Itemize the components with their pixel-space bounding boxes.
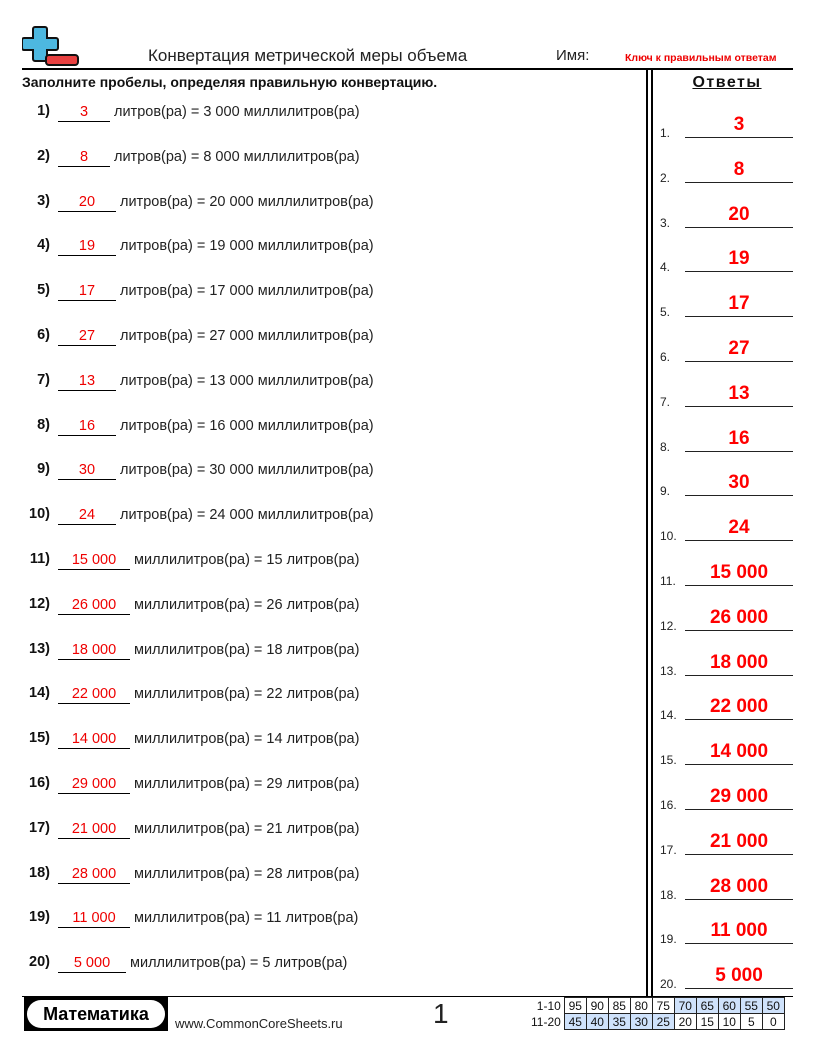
answer-key-number: 16. [660,798,677,812]
answer-key-line [685,809,793,810]
question-row [0,372,640,396]
answer-key-value: 26 000 [709,606,769,628]
name-label: Имя: [556,47,590,64]
question-row [0,909,640,933]
score-cell: 55 [740,998,762,1014]
question-row [0,551,640,575]
answer-blank[interactable]: 22 000 [58,685,130,704]
score-cell: 30 [630,1014,652,1030]
question-text: литров(ра) = 3 000 миллилитров(ра) [114,104,360,120]
instructions: Заполните пробелы, определяя правильную конвертацию. [22,74,438,90]
question-text: миллилитров(ра) = 15 литров(ра) [134,552,360,568]
answer-key-row [658,827,793,857]
answer-key-value: 8 [733,158,745,180]
answer-key-line [685,630,793,631]
answer-blank[interactable]: 3 [58,103,110,122]
question-number: 6) [37,327,50,343]
answer-column-divider [651,68,653,996]
answer-key-value: 14 000 [709,741,769,763]
answer-key-number: 3. [660,215,671,230]
answer-key-line [685,137,793,138]
question-text: литров(ра) = 27 000 миллилитров(ра) [120,328,374,344]
question-text: миллилитров(ра) = 18 литров(ра) [134,641,360,658]
question-number: 20) [29,954,50,971]
answer-key-row [658,289,793,319]
answer-key-value: 24 [728,517,750,539]
question-text: литров(ра) = 13 000 миллилитров(ра) [120,372,374,389]
answer-blank[interactable]: 26 000 [58,596,130,615]
answer-key-value: 22 000 [709,696,769,718]
answer-key-line [685,495,793,496]
question-row [0,417,640,441]
header-divider [22,68,793,70]
answer-blank[interactable]: 13 [58,372,116,391]
question-text: миллилитров(ра) = 21 литров(ра) [134,820,360,837]
site-url: www.CommonCoreSheets.ru [175,1016,343,1031]
score-cell: 50 [762,998,784,1014]
answer-key-line [685,227,793,228]
answer-key-value: 29 000 [709,786,769,807]
answer-key-value: 11 000 [710,920,768,942]
answer-key-line [685,316,793,317]
score-cell: 85 [608,998,630,1014]
question-text: миллилитров(ра) = 14 литров(ра) [134,731,360,748]
answer-key-row [658,424,793,454]
score-cell: 15 [696,1014,718,1030]
answer-key-line [685,988,793,989]
question-text: литров(ра) = 24 000 миллилитров(ра) [120,507,374,524]
answer-key-line [685,406,793,407]
answer-key-row [658,155,793,185]
answer-key-number: 13. [660,663,677,678]
answer-blank[interactable]: 15 000 [58,551,130,570]
answer-key-value: 30 [728,472,750,494]
question-row [0,506,640,530]
question-text: миллилитров(ра) = 5 литров(ра) [130,955,348,972]
question-row [0,685,640,709]
question-row [0,641,640,665]
question-text: миллилитров(ра) = 29 литров(ра) [134,776,360,792]
score-cell: 20 [674,1014,696,1030]
score-range-label: 11-20 [531,1014,561,1029]
question-number: 5) [37,282,50,299]
answer-key-row [658,872,793,902]
question-number: 1) [37,103,50,119]
answer-blank[interactable]: 19 [58,237,116,256]
question-text: миллилитров(ра) = 22 литров(ра) [134,686,360,703]
question-row [0,282,640,306]
answer-blank[interactable]: 28 000 [58,865,130,884]
score-cell: 45 [564,1014,586,1030]
answer-key-value: 16 [728,427,750,449]
score-cell: 90 [586,998,608,1014]
answer-key-number: 10. [660,529,677,544]
answer-blank[interactable]: 20 [58,193,116,212]
answer-key-line [685,854,793,855]
score-cell: 70 [674,998,696,1014]
answer-key-number: 8. [660,439,671,454]
answer-blank[interactable]: 14 000 [58,730,130,749]
score-cell: 65 [696,998,718,1014]
question-number: 3) [37,192,50,209]
brand-logo [24,997,168,1031]
answer-blank[interactable]: 5 000 [58,954,126,973]
answer-key-value: 3 [733,114,745,135]
answer-key-row [658,200,793,230]
answer-key-number: 11. [660,574,676,588]
score-cell: 35 [608,1014,630,1030]
answer-key-line [685,361,793,362]
answer-key-value: 19 [728,248,750,270]
answer-key-value: 5 000 [715,965,763,987]
question-number: 11) [29,551,50,567]
worksheet-title: Конвертация метрической меры объема [148,46,468,65]
answer-key-number: 12. [660,618,677,633]
answer-key-number: 14. [660,708,677,723]
answer-key-value: 21 000 [709,830,769,852]
answer-key-line [685,764,793,765]
answer-key-line [685,271,793,272]
answer-key-value: 15 000 [709,562,769,583]
answer-key-value: 17 [728,293,750,315]
question-number: 14) [29,685,50,702]
answer-blank[interactable]: 8 [58,148,110,167]
question-number: 8) [37,416,50,433]
question-text: миллилитров(ра) = 28 литров(ра) [134,865,360,882]
question-row [0,327,640,351]
score-range-label: 1-10 [536,998,561,1013]
answer-key-row [658,961,793,991]
score-cell: 10 [718,1014,740,1030]
answer-key-row [658,916,793,946]
brand-label: Математика [27,1000,165,1028]
answer-key-row [658,737,793,767]
answer-key-line [685,719,793,720]
answers-title: Ответы [692,74,762,91]
score-cell: 80 [630,998,652,1014]
answer-key-number: 1. [660,126,671,140]
answer-key-line [685,451,793,452]
question-text: литров(ра) = 17 000 миллилитров(ра) [120,283,374,300]
answer-blank[interactable]: 27 [58,327,116,346]
name-value: Ключ к правильным ответам [625,52,777,64]
question-row [0,193,640,217]
answer-key-number: 20. [660,977,677,992]
question-number: 4) [37,237,50,254]
score-cell: 75 [652,998,674,1014]
score-cell: 60 [718,998,740,1014]
answer-blank[interactable]: 18 000 [58,641,130,660]
question-row [0,865,640,889]
question-row [0,730,640,754]
page-number: 1 [433,998,449,1029]
score-row [528,1014,784,1030]
question-text: литров(ра) = 30 000 миллилитров(ра) [120,462,374,479]
question-number: 2) [37,147,50,164]
answer-key-row [658,244,793,274]
question-row [0,596,640,620]
question-number: 10) [29,506,50,523]
question-row [0,461,640,485]
question-number: 12) [29,595,50,612]
question-text: литров(ра) = 19 000 миллилитров(ра) [120,238,374,255]
question-row [0,148,640,172]
answer-blank[interactable]: 30 [58,461,116,480]
answer-key-number: 4. [660,260,671,275]
answer-key-value: 27 [728,338,750,359]
question-number: 9) [37,461,50,478]
question-row [0,775,640,799]
score-cell: 40 [586,1014,608,1030]
answer-key-row [658,692,793,722]
question-text: литров(ра) = 16 000 миллилитров(ра) [120,417,374,434]
score-cell: 95 [564,998,586,1014]
question-row [0,954,640,978]
answer-key-number: 2. [660,170,671,185]
answer-key-number: 7. [660,394,671,409]
score-cell: 25 [652,1014,674,1030]
answer-key-number: 19. [660,932,677,947]
question-text: миллилитров(ра) = 26 литров(ра) [134,596,360,613]
answer-key-number: 17. [660,842,677,857]
question-text: миллилитров(ра) = 11 литров(ра) [134,910,359,927]
answer-blank[interactable]: 11 000 [58,909,130,928]
question-number: 18) [29,864,50,881]
question-row [0,820,640,844]
question-text: литров(ра) = 20 000 миллилитров(ра) [120,193,374,210]
answer-key-number: 18. [660,887,677,902]
answer-key-number: 5. [660,305,671,320]
score-row [528,998,784,1014]
answer-key-value: 18 000 [709,651,769,673]
answer-key-line [685,540,793,541]
score-cell: 5 [740,1014,762,1030]
answer-key-number: 9. [660,484,671,499]
answer-key-number: 15. [660,753,677,768]
answer-key-row [658,782,793,812]
plus-minus-logo-icon [22,25,80,67]
answer-key-line [685,182,793,183]
answer-blank[interactable]: 16 [58,417,116,436]
answer-key-line [685,675,793,676]
question-number: 7) [37,371,50,388]
answer-blank[interactable]: 17 [58,282,116,301]
question-text: литров(ра) = 8 000 миллилитров(ра) [114,148,360,165]
answer-key-line [685,943,793,944]
answer-key-row [658,110,793,140]
question-row [0,103,640,127]
answer-key-row [658,334,793,364]
answer-blank[interactable]: 21 000 [58,820,130,839]
question-number: 15) [29,730,50,747]
answer-key-row [658,648,793,678]
question-number: 16) [29,775,50,791]
question-number: 17) [29,819,50,836]
answer-blank[interactable]: 24 [58,506,116,525]
answer-key-line [685,585,793,586]
answer-column-divider [646,68,648,996]
question-number: 19) [29,909,50,926]
question-row [0,237,640,261]
question-number: 13) [29,640,50,657]
answer-key-value: 13 [728,382,750,404]
answer-key-row [658,558,793,588]
answer-key-row [658,513,793,543]
answer-key-value: 28 000 [709,875,769,897]
score-cell: 0 [762,1014,784,1030]
answer-key-row [658,468,793,498]
answer-key-line [685,899,793,900]
answer-key-value: 20 [728,203,750,225]
answer-key-number: 6. [660,350,671,364]
score-table [528,997,785,1030]
answer-key-row [658,379,793,409]
answer-key-row [658,603,793,633]
answer-blank[interactable]: 29 000 [58,775,130,794]
